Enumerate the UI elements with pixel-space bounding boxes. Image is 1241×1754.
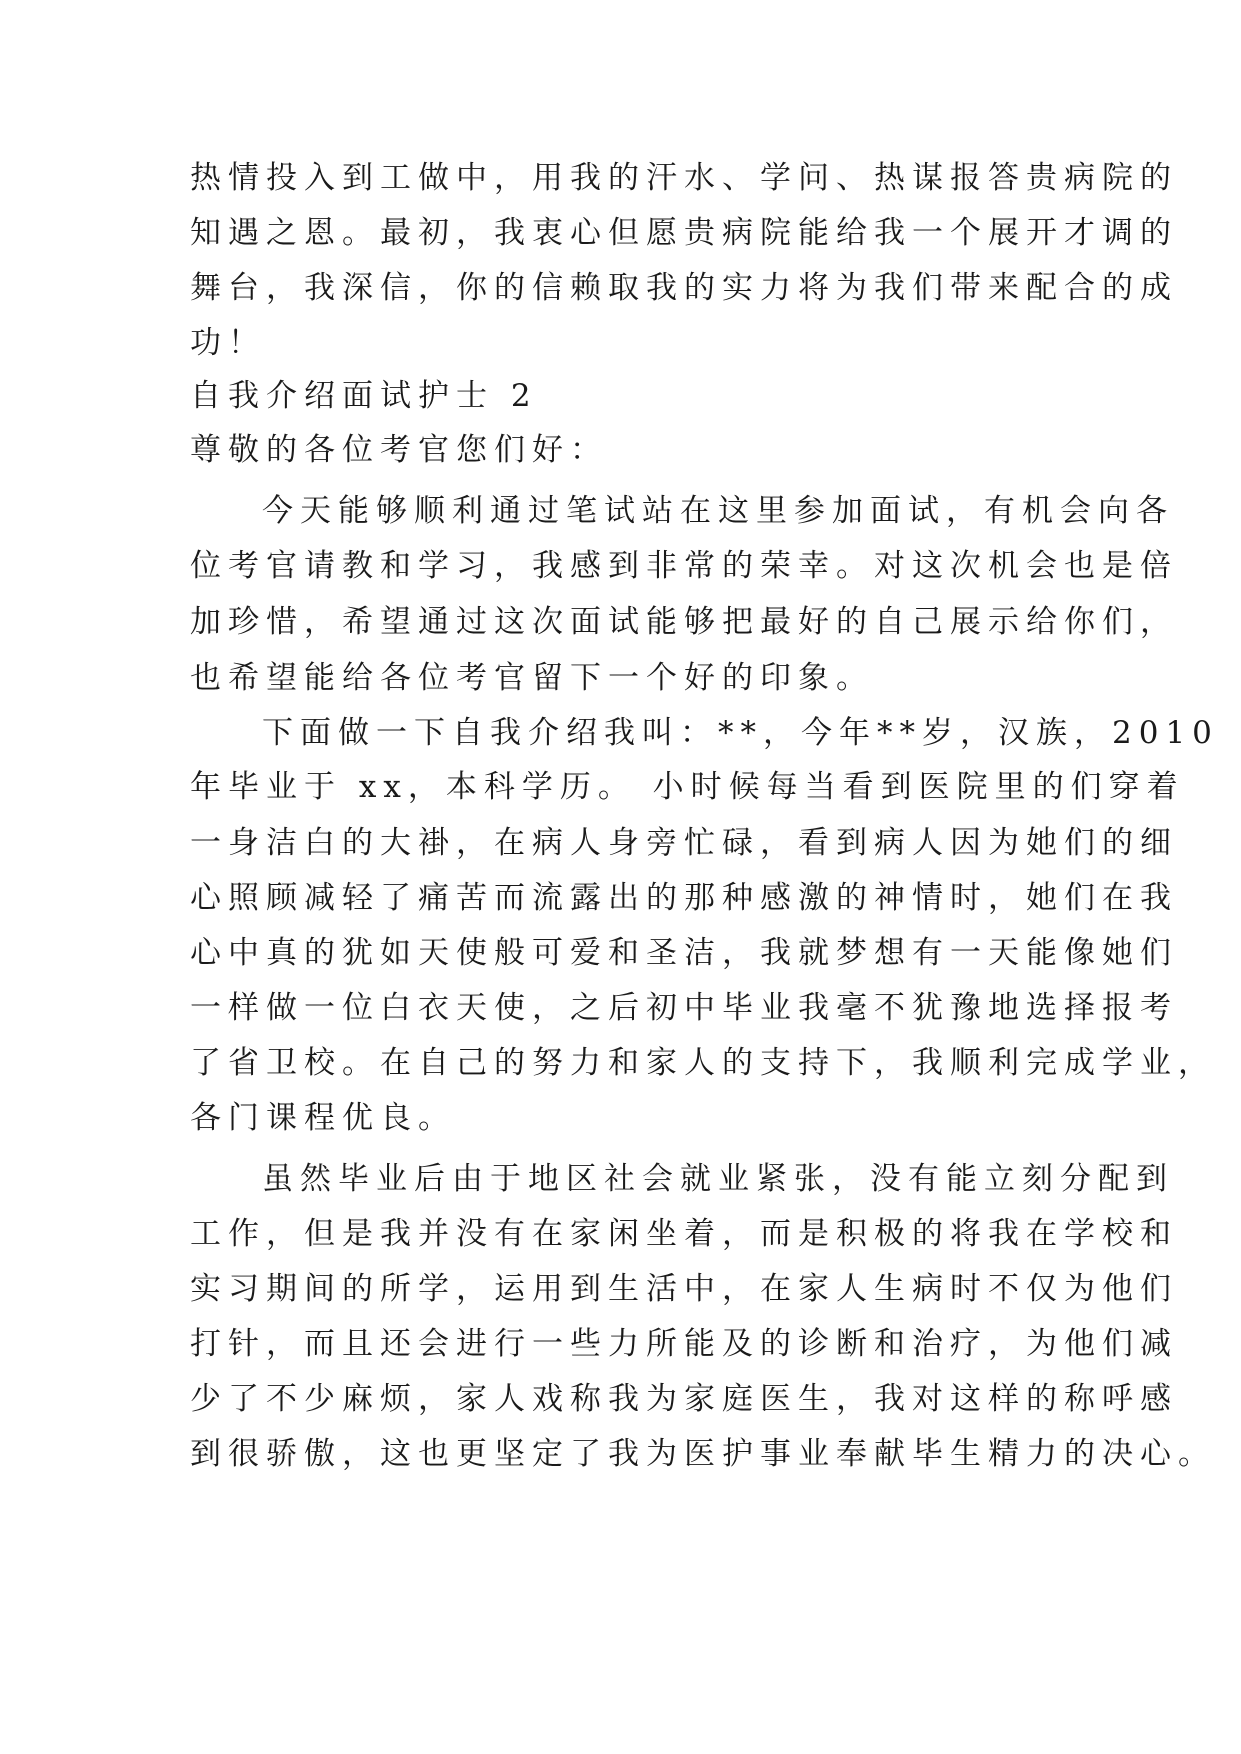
text-line: 到很骄傲，这也更坚定了我为医护事业奉献毕生精力的决心。 <box>190 1436 1216 1472</box>
text-line: 实习期间的所学，运用到生活中，在家人生病时不仅为他们 <box>190 1271 1178 1307</box>
text-line: 工作，但是我并没有在家闲坐着，而是积极的将我在学校和 <box>190 1216 1178 1252</box>
text-line: 知遇之恩。最初，我衷心但愿贵病院能给我一个展开才调的 <box>190 215 1178 251</box>
text-line: 少了不少麻烦，家人戏称我为家庭医生，我对这样的称呼感 <box>190 1381 1178 1417</box>
section-heading: 自我介绍面试护士 2 <box>190 378 538 414</box>
text-line: 加珍惜，希望通过这次面试能够把最好的自己展示给你们， <box>190 604 1178 640</box>
text-line: 舞台，我深信，你的信赖取我的实力将为我们带来配合的成 <box>190 270 1178 306</box>
text-line: 位考官请教和学习，我感到非常的荣幸。对这次机会也是倍 <box>190 548 1178 584</box>
text-line: 功！ <box>190 325 266 361</box>
text-line: 热情投入到工做中，用我的汗水、学问、热谋报答贵病院的 <box>190 160 1178 196</box>
text-line: 了省卫校。在自己的努力和家人的支持下，我顺利完成学业， <box>190 1045 1216 1081</box>
text-line: 心中真的犹如天使般可爱和圣洁，我就梦想有一天能像她们 <box>190 935 1178 971</box>
text-line: 一样做一位白衣天使，之后初中毕业我毫不犹豫地选择报考 <box>190 990 1178 1026</box>
text-line: 心照顾减轻了痛苦而流露出的那种感激的神情时，她们在我 <box>190 880 1178 916</box>
salutation: 尊敬的各位考官您们好： <box>190 432 608 468</box>
paragraph-start: 下面做一下自我介绍我叫：**，今年**岁，汉族，2010 <box>262 715 1219 751</box>
paragraph-start: 今天能够顺利通过笔试站在这里参加面试，有机会向各 <box>262 493 1174 529</box>
text-line: 各门课程优良。 <box>190 1100 456 1136</box>
text-line: 也希望能给各位考官留下一个好的印象。 <box>190 660 874 696</box>
text-line: 打针，而且还会进行一些力所能及的诊断和治疗，为他们减 <box>190 1326 1178 1362</box>
paragraph-start: 虽然毕业后由于地区社会就业紧张，没有能立刻分配到 <box>262 1161 1174 1197</box>
text-line: 一身洁白的大褂，在病人身旁忙碌，看到病人因为她们的细 <box>190 825 1178 861</box>
text-line: 年毕业于 xx，本科学历。 小时候每当看到医院里的们穿着 <box>190 769 1185 805</box>
